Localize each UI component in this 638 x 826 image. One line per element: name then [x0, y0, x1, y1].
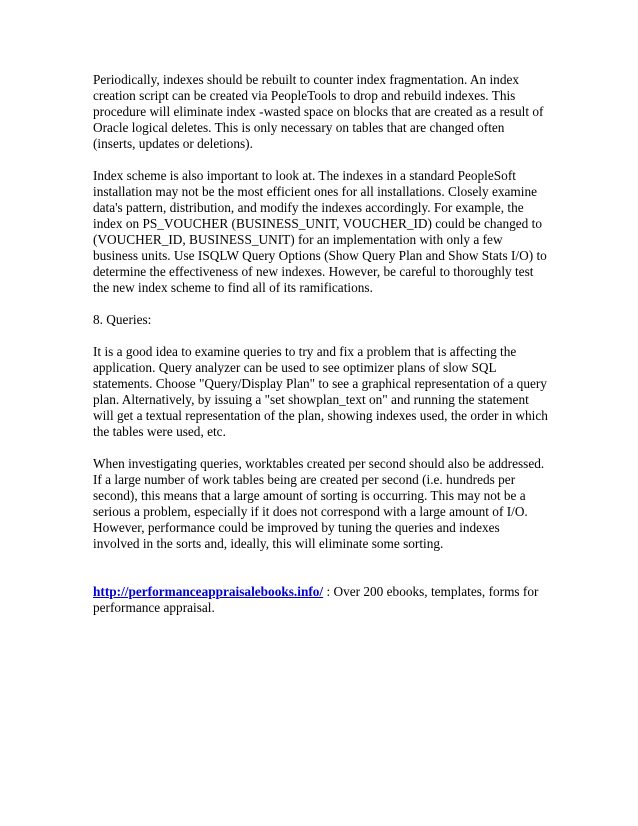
- paragraph-performance-tuning: However, performance could be improved by tuning the queries and indexes involved in the sorts and, ideally, this will eliminate some sorting.: [93, 520, 500, 551]
- paragraph-index-scheme: Index scheme is also important to look at. The indexes in a standard PeopleSoft installation may not be the most efficient ones for all installations. Closely examine data's pattern, distribution, and modify the indexes accordingly. For example, the index on PS_VOUCHER (BUSINESS_UNIT, VOUCHER_ID) could be changed to (VOUCHER_ID, BUSINESS_UNIT) for an implementation with only a few business units. Use ISQLW Query Options (Show Query Plan and Show Stats I/O) to determine the effectiveness of new indexes. However, be careful to thoroughly test the new index scheme to find all of its ramifications.: [93, 168, 547, 295]
- spacer: [93, 568, 548, 584]
- document-page: [93, 72, 548, 632]
- paragraph-worktables: When investigating queries, worktables created per second should also be addressed. If a large number of work tables being are created per second (i.e. hundreds per second), this means that a large amount of sorting is occurring. This may not be a serious a problem, especially if it does not correspond with a large amount of I/O.: [93, 456, 545, 519]
- footer-promo-text: : Over 200 ebooks, templates, forms for performance appraisal.: [93, 584, 539, 615]
- paragraph-index-rebuild: Periodically, indexes should be rebuilt to counter index fragmentation. An index creation script can be created via PeopleTools to drop and rebuild indexes. This procedure will eliminate index -wasted space on blocks that are created as a result of Oracle logical deletes. This is only necessary on tables that are changed often (inserts, updates or deletions).: [93, 72, 544, 151]
- footer-promo: [93, 584, 548, 616]
- ebooks-link[interactable]: http://performanceappraisalebooks.info/: [93, 584, 324, 599]
- section-heading-queries: 8. Queries:: [93, 312, 152, 327]
- paragraph-examine-queries: It is a good idea to examine queries to try and fix a problem that is affecting the application. Query analyzer can be used to see optimizer plans of slow SQL statements. Choose "Query/Display Plan" to see a graphical representation of a query plan. Alternatively, by issuing a "set showplan_text on" and running the statement will get a textual representation of the plan, showing indexes used, the order in which the tables were used, etc.: [93, 344, 548, 439]
